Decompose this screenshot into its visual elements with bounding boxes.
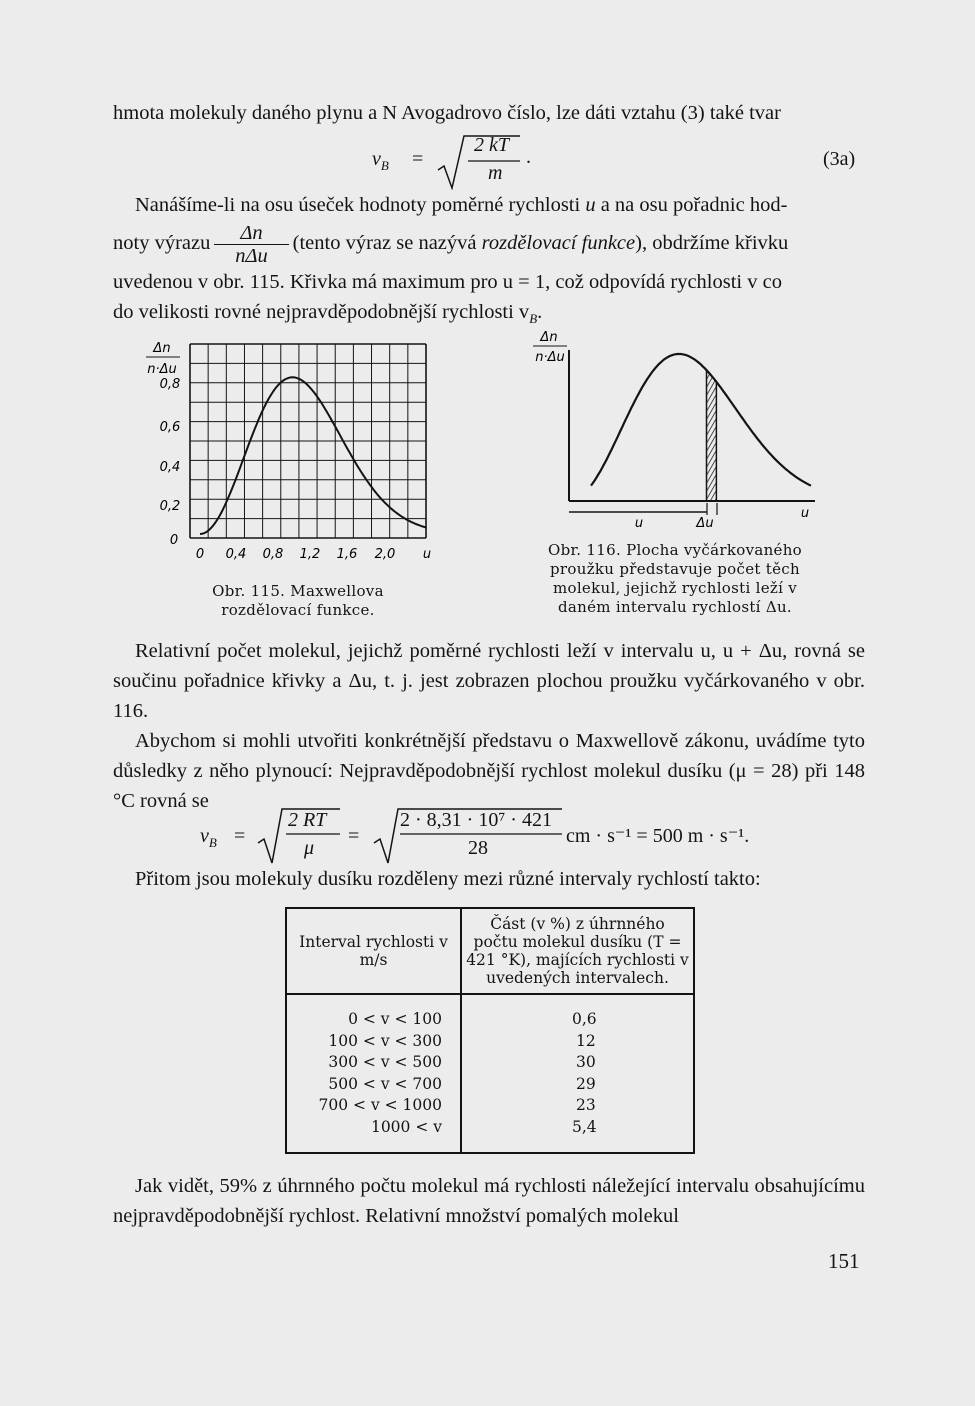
fig115-ylabel-den: n·Δu [147,362,177,377]
text-line-1-content: hmota molekuly daného plynu a N Avogadrovo číslo, lze dáti vztahu (3) také tvar [113,102,781,124]
paragraph-2 [113,190,865,334]
fig115-ytick-0-8: 0,8 [159,377,181,392]
fig115-xtick-0-8: 0,8 [262,547,284,562]
fig115-caption: Obr. 115. Maxwellova rozdělovací funkce. [212,582,384,619]
eq2-rhs: cm · s⁻¹ = 500 m · s⁻¹. [566,825,750,847]
eq2-equals-2: = [348,825,360,847]
table-row-interval: 500 < v < 700 [328,1074,442,1093]
paragraph-6 [113,1171,865,1231]
table-row-value: 12 [576,1031,596,1050]
fig116-label-u: u [634,516,644,531]
eq2-denominator-1: μ [304,837,315,859]
table-interval-column [286,994,461,1153]
table-header-percentage: Část (v %) z úhrnného počtu molekul dusíku (T = 421 °K), majících rychlosti v uvedených intervalech. [461,908,694,994]
table-row-value: 30 [576,1053,596,1071]
paragraph-2-line-1: Nanášíme-li na osu úseček hodnoty poměrné rychlosti u a na osu pořadnic hod- [135,194,788,216]
velocity-distribution-table [285,907,695,1154]
fig115-curve [200,377,427,534]
fig115-xtick-1-2: 1,2 [299,547,321,562]
eq3a-lhs: $v_B$ [372,148,389,173]
fig115-xlabel: u [422,547,432,562]
fig115-xtick-0-4: 0,4 [225,547,247,562]
eq2-denominator-2: 28 [468,837,488,859]
fig116-hatched-strip [707,370,717,501]
table-row-value: 23 [576,1096,596,1114]
table-row-interval: 0 < v < 100 [348,1010,442,1028]
fig115-xtick-0: 0 [195,547,205,562]
figure-116 [525,325,825,535]
fig116-caption: Obr. 116. Plocha vyčárkovaného proužku představuje počet těch molekul, jejichž rychlosti leží v daném intervalu rychlostí Δu. [547,541,803,616]
paragraph-5 [113,864,865,894]
table-body-row [286,994,694,1153]
paragraph-3: Relativní počet molekul, jejichž poměrné rychlosti leží v intervalu u, u + Δu, rovná se součinu pořadnice křivky a Δu, t. j. jest zobrazen plochou proužku vyčárkovaného v obr. 116. [113,640,865,722]
table-row-value: 0,6 [572,1010,597,1028]
table-row-interval: 1000 < v [370,1117,442,1136]
equation-3a [372,134,856,194]
fraction-dn-ndu: $\frac{\Delta n}{\text{nΔu}}$ [214,222,288,267]
fig116-label-du: Δu [696,516,714,531]
eq2-numerator-1: 2 RT [288,809,327,831]
eq3a-denominator: m [488,162,503,184]
eq2-equals-1: = [234,825,246,847]
fig116-ylabel-den: n·Δu [535,350,565,365]
equation-vb-nitrogen [200,803,800,865]
fig116-ylabel-num: Δn [540,330,558,345]
fig115-xtick-1-6: 1,6 [336,547,358,562]
eq3a-equals: = [412,148,424,170]
fig115-xtick-2-0: 2,0 [374,547,396,562]
figure-115 [140,330,450,570]
table-row-interval: 300 < v < 500 [328,1053,442,1071]
paragraph-2-line-2: noty výrazu $\frac{\Delta n}{\text{nΔu}}$ (tento výraz se nazývá rozdělovací funkce), obdržíme křivku [113,221,789,267]
eq3a-dot: . [526,146,531,168]
table-row-value: 29 [576,1074,596,1093]
eq3a-numerator: 2 kT [474,134,509,156]
paragraph-6-content: Jak vidět, 59% z úhrnného počtu molekul má rychlosti náležející intervalu obsahujícímu nejpravděpodobnější rychlost. Relativní množství pomalých molekul [113,1175,865,1227]
fig116-axis-label-u: u [800,506,810,521]
table-value-column [461,994,694,1153]
fig115-ylabel-num: Δn [153,341,171,356]
paragraph-4: Abychom si mohli utvořiti konkrétnější představu o Maxwellově zákonu, uvádíme tyto důsledky z něho plynoucí: Nejpravděpodobnější rychlost molekul dusíku (μ = 28) při 148 °C rovná se [113,730,865,812]
fig115-ytick-0: 0 [169,533,179,548]
fig115-ytick-0-2: 0,2 [159,499,181,514]
fig115-ytick-0-6: 0,6 [159,420,181,435]
eq2-lhs: $v_B$ [200,825,217,850]
table-row-value: 5,4 [572,1117,597,1136]
table-row-interval: 700 < v < 1000 [318,1096,442,1114]
table-header-row [286,908,694,994]
paragraph-2-line-4: do velikosti rovné nejpravděpodobnější rychlosti $v_B$. [113,300,543,326]
table-row-interval: 100 < v < 300 [328,1031,442,1050]
page-number: 151 [828,1249,860,1273]
eq3a-label: (3a) [823,148,856,170]
fig116-curve [591,354,811,486]
eq2-numerator-2: 2 · 8,31 · 10⁷ · 421 [400,809,552,831]
paragraph-2-line-3: uvedenou v obr. 115. Křivka má maximum pro u = 1, což odpovídá rychlosti v co [113,270,782,293]
paragraph-3-4 [113,636,865,816]
paragraph-5-content: Přitom jsou molekuly dusíku rozděleny mezi různé intervaly rychlostí takto: [135,868,761,890]
table-header-interval: Interval rychlosti v m/s [286,908,461,994]
text-line-1 [113,98,865,128]
fig115-ytick-0-4: 0,4 [159,460,181,475]
